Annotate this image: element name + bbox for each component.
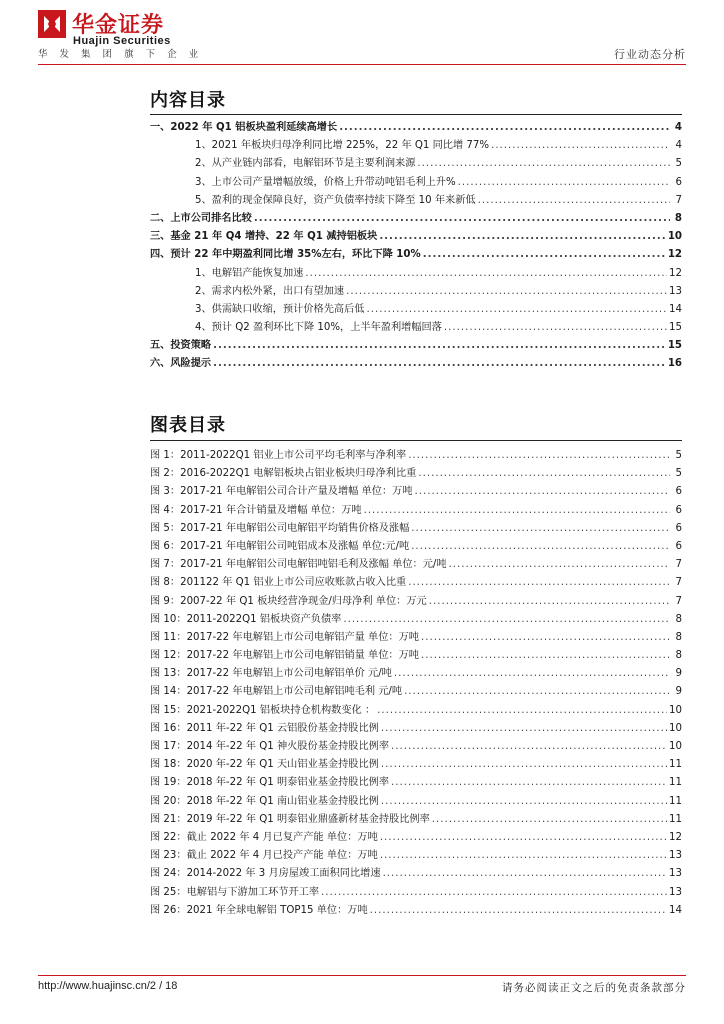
figure-entry-text: 图 12：2017-22 年电解铝上市公司电解铝销量 单位：万吨 [150,650,419,662]
toc-leader-dots [305,268,667,279]
footer-url-page [38,980,177,992]
figures-list [150,446,682,919]
figure-entry[interactable] [150,628,682,646]
figure-leader-dots [380,832,667,843]
figure-entry-text: 图 7：2017-21 年电解铝公司电解铝吨铝毛利及涨幅 单位：元/吨 [150,559,447,571]
toc-entry[interactable] [150,264,682,282]
figure-entry-page: 8 [675,613,682,625]
figure-entry[interactable] [150,555,682,573]
figure-entry-page: 11 [669,777,682,789]
toc-leader-dots [346,286,667,297]
figure-entry-page: 5 [675,468,682,480]
figures-title-rule [150,440,682,441]
figure-entry-text: 图 13：2017-22 年电解铝上市公司电解铝单价 元/吨 [150,668,392,680]
brand-name-cn: 华金证券 [72,13,165,38]
figure-entry[interactable] [150,482,682,500]
toc-entry[interactable] [150,354,682,372]
figure-entry[interactable] [150,592,682,610]
figure-leader-dots [377,705,667,716]
figure-leader-dots [411,523,670,534]
toc-entry[interactable] [150,209,682,227]
figure-leader-dots [391,777,667,788]
toc-leader-dots [423,249,666,260]
figure-entry[interactable] [150,901,682,919]
figure-entry[interactable] [150,773,682,791]
toc-leader-dots [478,195,670,206]
figure-entry-page: 9 [675,668,682,680]
figure-entry[interactable] [150,846,682,864]
toc-entry-page: 5 [675,158,682,170]
figure-entry-page: 6 [675,522,682,534]
figure-entry-page: 7 [675,595,682,607]
footer-divider [38,975,686,976]
figure-leader-dots [381,723,667,734]
toc-leader-dots [417,158,670,169]
brand-name-en: Huajin Securities [73,35,171,47]
figure-entry-page: 5 [675,450,682,461]
toc-entry-page: 12 [669,267,682,279]
toc-entry-text: 1、电解铝产能恢复加速 [195,267,304,279]
toc-entry-page: 4 [675,140,682,152]
figure-entry[interactable] [150,682,682,700]
toc-entry[interactable] [150,282,682,300]
figure-entry-page: 10 [669,704,682,716]
figure-entry[interactable] [150,719,682,737]
toc-entry-text: 2、需求内松外紧，出口有望加速 [195,285,345,297]
figure-entry[interactable] [150,537,682,555]
toc-entry-page: 8 [674,212,682,224]
figure-entry[interactable] [150,737,682,755]
figure-entry-page: 6 [675,504,682,516]
toc-leader-dots [213,358,666,369]
figure-leader-dots [429,596,670,607]
figure-entry[interactable] [150,573,682,591]
toc-entry-text: 六、风险提示 [150,358,212,370]
figure-entry[interactable] [150,446,682,464]
figure-leader-dots [321,887,667,898]
footer-url[interactable]: http://www.huajinsc.cn/ [38,980,150,992]
figure-entry-page: 11 [669,813,682,825]
figure-entry-page: 6 [675,486,682,498]
toc-entry-text: 3、供需缺口收缩，预计价格先高后低 [195,303,365,315]
toc-entry-page: 12 [667,249,682,261]
figure-entry[interactable] [150,828,682,846]
figure-entry-text: 图 10：2011-2022Q1 铝板块资产负债率 [150,613,342,625]
footer-page-number: 2 / 18 [149,980,178,992]
toc-entry-page: 4 [674,122,682,133]
toc-entry-text: 2、从产业链内部看，电解铝环节是主要利润来源 [195,158,416,170]
figure-entry-page: 7 [675,559,682,571]
toc-leader-dots [491,140,670,151]
figure-entry-text: 图 17：2014 年-22 年 Q1 神火股份基金持股比例率 [150,741,390,752]
toc-entry-page: 7 [675,194,682,206]
figure-leader-dots [421,632,670,643]
figure-leader-dots [391,741,667,752]
toc-entry-page: 15 [667,340,682,352]
footer-disclaimer: 请务必阅读正文之后的免责条款部分 [502,982,686,994]
figure-entry-text: 图 18：2020 年-22 年 Q1 天山铝业基金持股比例 [150,759,379,771]
figures-title: 图表目录 [150,415,226,436]
figure-leader-dots [343,614,670,625]
figure-entry-page: 12 [669,831,682,843]
toc-entry[interactable] [150,118,682,136]
toc-entry-text: 三、基金 21 年 Q4 增持、22 年 Q1 减持铝板块 [150,231,378,243]
toc-entry-page: 13 [669,285,682,297]
contents-title: 内容目录 [150,90,226,111]
figure-entry-text: 图 9：2007-22 年 Q1 板块经营净现金/归母净利 单位：万元 [150,595,427,607]
figure-leader-dots [408,577,670,588]
figure-entry-page: 10 [669,741,682,752]
figure-entry[interactable] [150,610,682,628]
figure-entry-text: 图 25：电解铝与下游加工环节开工率 [150,886,320,898]
figure-entry[interactable] [150,701,682,719]
toc-entry-text: 5、盈利的现金保障良好，资产负债率持续下降至 10 年来新低 [195,194,476,206]
figure-entry-text: 图 6：2017-21 年电解铝公司吨铝成本及涨幅 单位:元/吨 [150,540,410,552]
figure-leader-dots [381,759,667,770]
toc-entry-text: 二、上市公司排名比较 [150,212,252,224]
header-divider [38,64,686,65]
figure-entry[interactable] [150,664,682,682]
figure-leader-dots [404,686,670,697]
toc-entry-text: 1、2021 年板块归母净利同比增 225%，22 年 Q1 同比增 77% [195,140,490,152]
figure-entry[interactable] [150,864,682,882]
toc-entry-text: 四、预计 22 年中期盈利同比增 35%左右，环比下降 10% [150,249,421,261]
figure-entry[interactable] [150,646,682,664]
report-type: 行业动态分析 [614,48,686,61]
figure-entry-text: 图 20：2018 年-22 年 Q1 南山铝业基金持股比例 [150,795,379,807]
figure-entry-text: 图 19：2018 年-22 年 Q1 明泰铝业基金持股比例率 [150,777,390,789]
figure-entry-page: 13 [669,868,682,880]
toc-entry[interactable] [150,173,682,191]
figure-entry-text: 图 4：2017-21 年合计销量及增幅 单位：万吨 [150,504,362,516]
figure-entry-page: 6 [675,540,682,552]
toc-entry-text: 五、投资策略 [150,340,212,352]
toc-entry-page: 15 [669,322,682,334]
toc-leader-dots [444,322,667,333]
figure-leader-dots [432,814,667,825]
figure-leader-dots [411,541,670,552]
toc-entry[interactable] [150,245,682,263]
toc-entry[interactable] [150,318,682,336]
toc-entry[interactable] [150,336,682,354]
contents-title-rule [150,114,682,115]
contents-list [150,118,682,373]
figure-entry-page: 13 [669,850,682,862]
figure-leader-dots [418,468,670,479]
figure-leader-dots [449,559,670,570]
figure-entry-text: 图 11：2017-22 年电解铝上市公司电解铝产量 单位：万吨 [150,631,419,643]
figure-leader-dots [408,450,670,461]
figure-entry[interactable] [150,810,682,828]
figure-entry-page: 10 [669,722,682,734]
figure-entry-text: 图 8：201122 年 Q1 铝业上市公司应收账款占收入比重 [150,577,407,589]
figure-leader-dots [415,486,670,497]
toc-entry[interactable] [150,300,682,318]
figure-entry[interactable] [150,755,682,773]
figure-entry-page: 11 [669,759,682,771]
toc-entry[interactable] [150,227,682,245]
toc-entry-text: 一、2022 年 Q1 铝板块盈利延续高增长 [150,122,338,133]
page-header [38,8,686,66]
figure-entry-text: 图 14：2017-22 年电解铝上市公司电解铝吨毛利 元/吨 [150,686,403,698]
figure-entry-page: 13 [669,886,682,898]
figure-entry-page: 11 [669,795,682,807]
figure-entry-text: 图 15：2021-2022Q1 铝板块持仓机构数变化 ： [150,704,376,716]
toc-entry-page: 10 [667,231,682,243]
toc-leader-dots [366,304,667,315]
toc-entry-page: 16 [667,358,682,370]
toc-entry[interactable] [150,154,682,172]
figure-entry-text: 图 23：截止 2022 年 4 月已投产产能 单位：万吨 [150,850,378,862]
figure-entry[interactable] [150,519,682,537]
figure-leader-dots [381,796,667,807]
figure-entry-page: 8 [675,631,682,643]
figure-entry-text: 图 3：2017-21 年电解铝公司合计产量及增幅 单位：万吨 [150,486,413,498]
huajin-logo-icon [38,10,66,38]
figure-entry[interactable] [150,792,682,810]
figure-entry[interactable] [150,883,682,901]
figure-entry-page: 8 [675,650,682,662]
figure-entry-text: 图 1：2011-2022Q1 铝业上市公司平均毛利率与净利率 [150,450,407,461]
figure-entry-text: 图 21：2019 年-22 年 Q1 明泰铝业鼎盛新材基金持股比例率 [150,813,430,825]
figure-entry-text: 图 26：2021 年全球电解铝 TOP15 单位：万吨 [150,904,368,916]
figure-leader-dots [370,905,667,916]
figure-entry-text: 图 24：2014-2022 年 3 月房屋竣工面积同比增速 [150,868,381,880]
figure-entry-text: 图 22：截止 2022 年 4 月已复产产能 单位：万吨 [150,831,378,843]
figure-leader-dots [364,505,670,516]
figure-entry-page: 9 [675,686,682,698]
figure-leader-dots [380,850,667,861]
figure-entry[interactable] [150,501,682,519]
toc-entry-text: 3、上市公司产量增幅放缓，价格上升带动吨铝毛利上升% [195,176,456,188]
toc-entry[interactable] [150,136,682,154]
toc-entry-page: 6 [675,176,682,188]
figure-entry[interactable] [150,464,682,482]
toc-entry-page: 14 [669,303,682,315]
toc-entry-text: 4、预计 Q2 盈利环比下降 10%，上半年盈利增幅回落 [195,322,442,334]
figure-leader-dots [383,868,667,879]
toc-leader-dots [254,213,670,224]
toc-entry[interactable] [150,191,682,209]
toc-leader-dots [213,340,666,351]
figure-entry-text: 图 5：2017-21 年电解铝公司电解铝平均销售价格及涨幅 [150,522,410,534]
figure-entry-text: 图 16：2011 年-22 年 Q1 云铝股份基金持股比例 [150,722,379,734]
toc-leader-dots [458,177,670,188]
figure-leader-dots [421,650,670,661]
figure-leader-dots [394,668,670,679]
figure-entry-page: 7 [675,577,682,589]
figure-entry-text: 图 2：2016-2022Q1 电解铝板块占铝业板块归母净利比重 [150,468,417,480]
figure-entry-page: 14 [669,904,682,916]
toc-leader-dots [339,122,670,133]
toc-leader-dots [379,231,666,242]
brand-tagline: 华 发 集 团 旗 下 企 业 [38,49,203,60]
